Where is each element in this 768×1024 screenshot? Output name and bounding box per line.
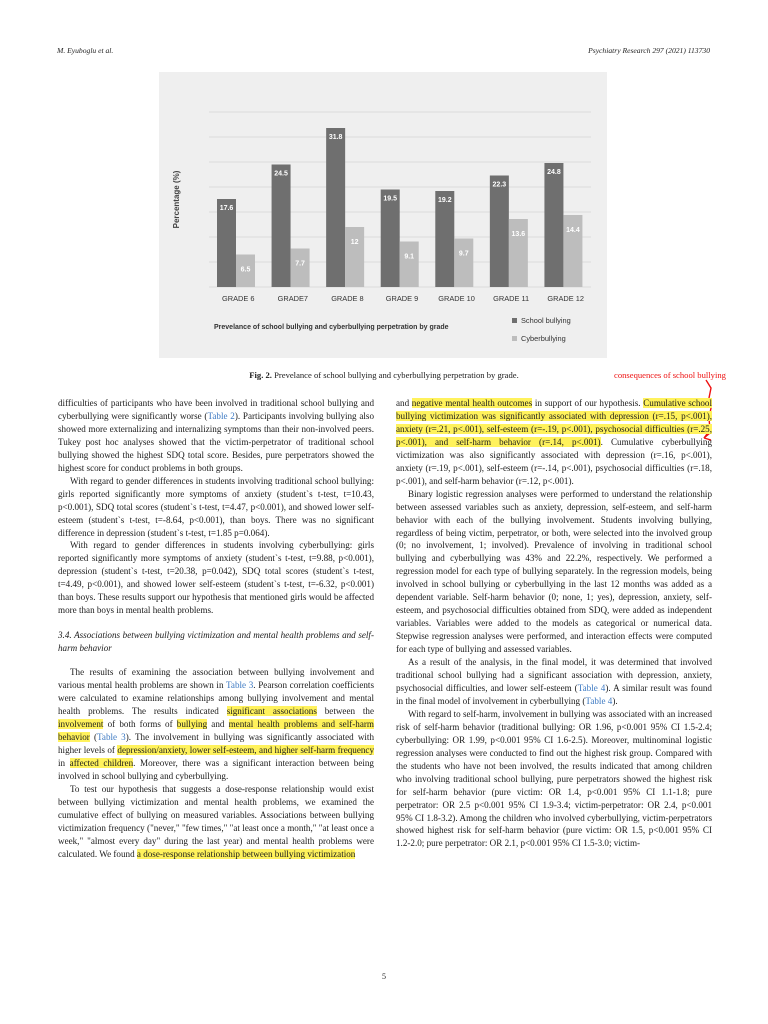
bar-school-bullying — [217, 199, 236, 287]
bar-school-bullying — [326, 128, 345, 287]
paragraph: With regard to gender differences in students involving traditional school bullying: girls reported significantly more symptoms of anxiety (student`s t-test, t=10.43, p<0.001), SDQ total scores (student`s t-test, t=4.47, p<0.001), and showed lower self-esteem (student`s t-test, t=-8.64, p<0.001), than boys. There was no significant difference in depression (student`s t-test, t=1.85 p=0.064). — [58, 475, 374, 538]
x-tick-label: GRADE 12 — [547, 294, 584, 303]
highlight: significant associations — [226, 706, 317, 717]
legend-label: Cyberbullying — [521, 334, 566, 343]
paragraph: and negative mental health outcomes in support of our hypothesis. Cumulative school bullying victimization was significantly associated with depression (r=.15, p<.001), anxiety (r=.21, p<.001), self-esteem (r=-.19, p<.001), psychosocial difficulties (r=.25, p<.001), and self-harm behavior (r=.14, p<.001). Cumulative cyberbullying victimization was also significantly associated with depression (r=.16, p<.001), anxiety (r=.19, p<.001), self-esteem (r=-.14, p<.001), psychosocial difficulties (r=.18, p<.001), and self-harm behavior (r=.12, p<.001). — [396, 398, 712, 486]
section-heading: 3.4. Associations between bullying victimization and mental health problems and self-harm behavior — [58, 630, 374, 653]
data-label: 24.8 — [547, 169, 561, 176]
data-label: 22.3 — [492, 181, 507, 189]
highlight: mental health problems and self-harm behavior — [58, 719, 374, 742]
data-label: 24.5 — [274, 170, 288, 178]
highlight: affected children — [69, 757, 134, 768]
highlight: Cumulative school bullying victimization was significantly associated with depression (r=.15, p<.001), anxiety (r=.21, p<.001), self-esteem (r=-.19, p<.001), psychosocial difficulties (r=.25, p<.001), and self-harm behavior (r=.14, p<.001) — [396, 398, 712, 447]
highlight: bullying — [176, 719, 208, 730]
legend-swatch — [512, 336, 517, 341]
chart-svg — [159, 72, 607, 358]
right-column — [396, 397, 712, 850]
chart-title: Prevelance of school bullying and cyberbullying perpetration by grade — [214, 324, 449, 331]
bar-school-bullying — [435, 191, 454, 287]
bar-cyberbullying — [345, 227, 364, 287]
bar-school-bullying — [272, 165, 291, 288]
x-tick-label: GRADE 6 — [222, 294, 255, 303]
paragraph: The results of examining the association between bullying involvement and various mental health problems are shown in Table 3. Pearson correlation coefficients were calculated to examine relationships among bullying involvement and mental health problems. The results indicated significant associations between the involvement of both forms of bullying and mental health problems and self-harm behavior (Table 3). The involvement in bullying was significantly associated with higher levels of depression/anxiety, lower self-esteem, and higher self-harm frequency in affected children. Moreover, there was a significant interaction between being involved in school bullying and cyberbullying. — [58, 667, 375, 781]
highlight: depression/anxiety, lower self-esteem, and higher self-harm frequency — [117, 744, 374, 755]
highlight: involvement — [58, 719, 104, 730]
page-number: 5 — [382, 972, 386, 981]
paragraph: To test our hypothesis that suggests a dose-response relationship would exist between bullying victimization and mental health problems, we examined the cumulative effect of bullying on measured variables. Associations between bullying victimization frequency ("never," "few times," "at least once a month," "at least once a week," "almost every day" during the last year) and mental health problems were calculated. We found a dose-response relationship between bullying victimization — [58, 783, 374, 859]
bar-school-bullying — [490, 176, 509, 288]
data-label: 13.6 — [511, 231, 526, 238]
left-column — [58, 397, 374, 861]
paragraph: difficulties of participants who have been involved in traditional school bullying and cyberbullying were significantly worse (Table 2). Participants involving bullying also showed more externalizing and internalizing symptoms than their non-involved peers. Tukey post hoc analyses showed that the victim-perpetrator of traditional school bullying showed the highest SDQ total score. Besides, pure perpetrators showed the highest score for conduct problems in both groups. — [58, 398, 374, 473]
running-author: M. Eyuboglu et al. — [57, 46, 114, 55]
figure-caption-text: Prevelance of school bullying and cyberbullying perpetration by grade. — [274, 370, 519, 380]
legend-swatch — [512, 318, 517, 323]
x-tick-label: GRADE 9 — [385, 294, 419, 303]
bar-cyberbullying — [291, 249, 310, 288]
x-tick-label: GRADE7 — [277, 294, 309, 303]
data-label: 6.5 — [240, 266, 251, 274]
data-label: 19.5 — [383, 195, 398, 203]
y-axis-label: Percentage (%) — [172, 170, 181, 229]
data-label: 17.6 — [219, 205, 234, 212]
margin-annotation: consequences of school bullying — [614, 370, 726, 380]
data-label: 9.7 — [458, 250, 469, 258]
data-label: 12 — [350, 239, 359, 246]
paragraph: As a result of the analysis, in the final model, it was determined that involved traditional school bullying had a significant association with depression, anxiety, psychosocial difficulties, and lower self-esteem (Table 4). A similar result was found in the final model of involvement in cyberbullying (Table 4). — [396, 657, 712, 706]
bar-cyberbullying — [400, 242, 419, 288]
paragraph: With regard to gender differences in students involving cyberbullying: girls reported significantly more symptoms of anxiety (student`s t-test, t=9.88, p<0.001), depression (student`s t-test, t=20.38, p=0.042), SDQ total scores (student`s t-test, t=4.49, p<0.001), and showed lower self-esteem (student`s t-test, t=-6.32, p<0.001) than boys. These results support our hypothesis that mentioned girls would be affected more than boys in mental health problems. — [58, 540, 374, 616]
x-tick-label: GRADE 10 — [438, 294, 475, 303]
bar-cyberbullying — [454, 239, 473, 288]
data-label: 9.1 — [404, 253, 415, 261]
paragraph: Binary logistic regression analyses were performed to understand the relationship between assessed variables such as anxiety, depression, self-esteem, and self-harm behavior with each of the bullying involvement. Students involving bullying, regardless of being victim, perpetrator, or both, were selected into the involved group (0; no involvement, 1; involved). Prevalence of involving in traditional school bullying and cyberbullying was 43% and 22.2%, respectively. We performed a regression model for each type of bullying separately. In the regression models, being involved in school bullying or cyberbullying in the last 12 months was added as a dependent variable. Self-harm behavior (0; none, 1; yes), depression, anxiety, self-esteem, and psychosocial difficulties obtained from SDQ, were added as independent variables. Variables were added to the models as categorical or numerical data. Stepwise regression analyses were performed, and interaction effects were computed for each type of bullying and assessed variables. — [396, 488, 712, 655]
paragraph: With regard to self-harm, involvement in bullying was associated with an increased risk of self-harm behavior (traditional bullying: OR 1.96, p<0.001 95% CI 1.5-2.4; cyberbullying: OR 1.99, p<0.001 95% CI 1.6-2.5). Moreover, multinominal logistic regression analyses were conducted to find out the highest risk group. Compared with the students who have not been involved, the results indicated that among children who involving traditional school bullying, pure perpetrators showed the highest risk for self-harm behavior (pure victim: OR 1.4, p<0.001 95% CI 1.1-1.8; pure perpetrator: OR 2.5 p<0.001 95% CI 1.9-3.4; victim-perpetrator: OR 2.4, p<0.001 95% CI 1.8-3.2). Among the children who involved cyberbullying, victim-perpetrators showed highest risk for self-harm behavior (pure victim: OR 1.5, p<0.001 95% CI 1.2-2.0; pure perpetrator: OR 2.1, p<0.001 95% CI 1.5-3.0; victim- — [396, 708, 712, 849]
bar-school-bullying — [544, 163, 563, 287]
highlight: a dose-response relationship between bullying victimization — [136, 848, 356, 859]
figure-label: Fig. 2. — [249, 370, 272, 380]
data-label: 14.4 — [566, 227, 580, 234]
table-link[interactable]: Table 2 — [207, 410, 235, 421]
x-tick-label: GRADE 11 — [493, 294, 530, 303]
table-link[interactable]: Table 4 — [585, 695, 613, 706]
highlight: negative mental health outcomes — [411, 398, 533, 408]
bar-cyberbullying — [563, 215, 582, 287]
table-link[interactable]: Table 3 — [226, 680, 254, 691]
data-label: 19.2 — [437, 197, 452, 204]
data-label: 7.7 — [295, 260, 305, 268]
legend-label: School bullying — [521, 316, 571, 325]
bar-chart — [159, 72, 607, 358]
bar-cyberbullying — [509, 219, 528, 287]
table-link[interactable]: Table 4 — [577, 682, 606, 693]
journal-citation: Psychiatry Research 297 (2021) 113730 — [588, 46, 710, 55]
x-tick-label: GRADE 8 — [331, 294, 364, 303]
data-label: 31.8 — [328, 134, 343, 141]
bar-school-bullying — [381, 190, 400, 288]
table-link[interactable]: Table 3 — [96, 731, 126, 742]
